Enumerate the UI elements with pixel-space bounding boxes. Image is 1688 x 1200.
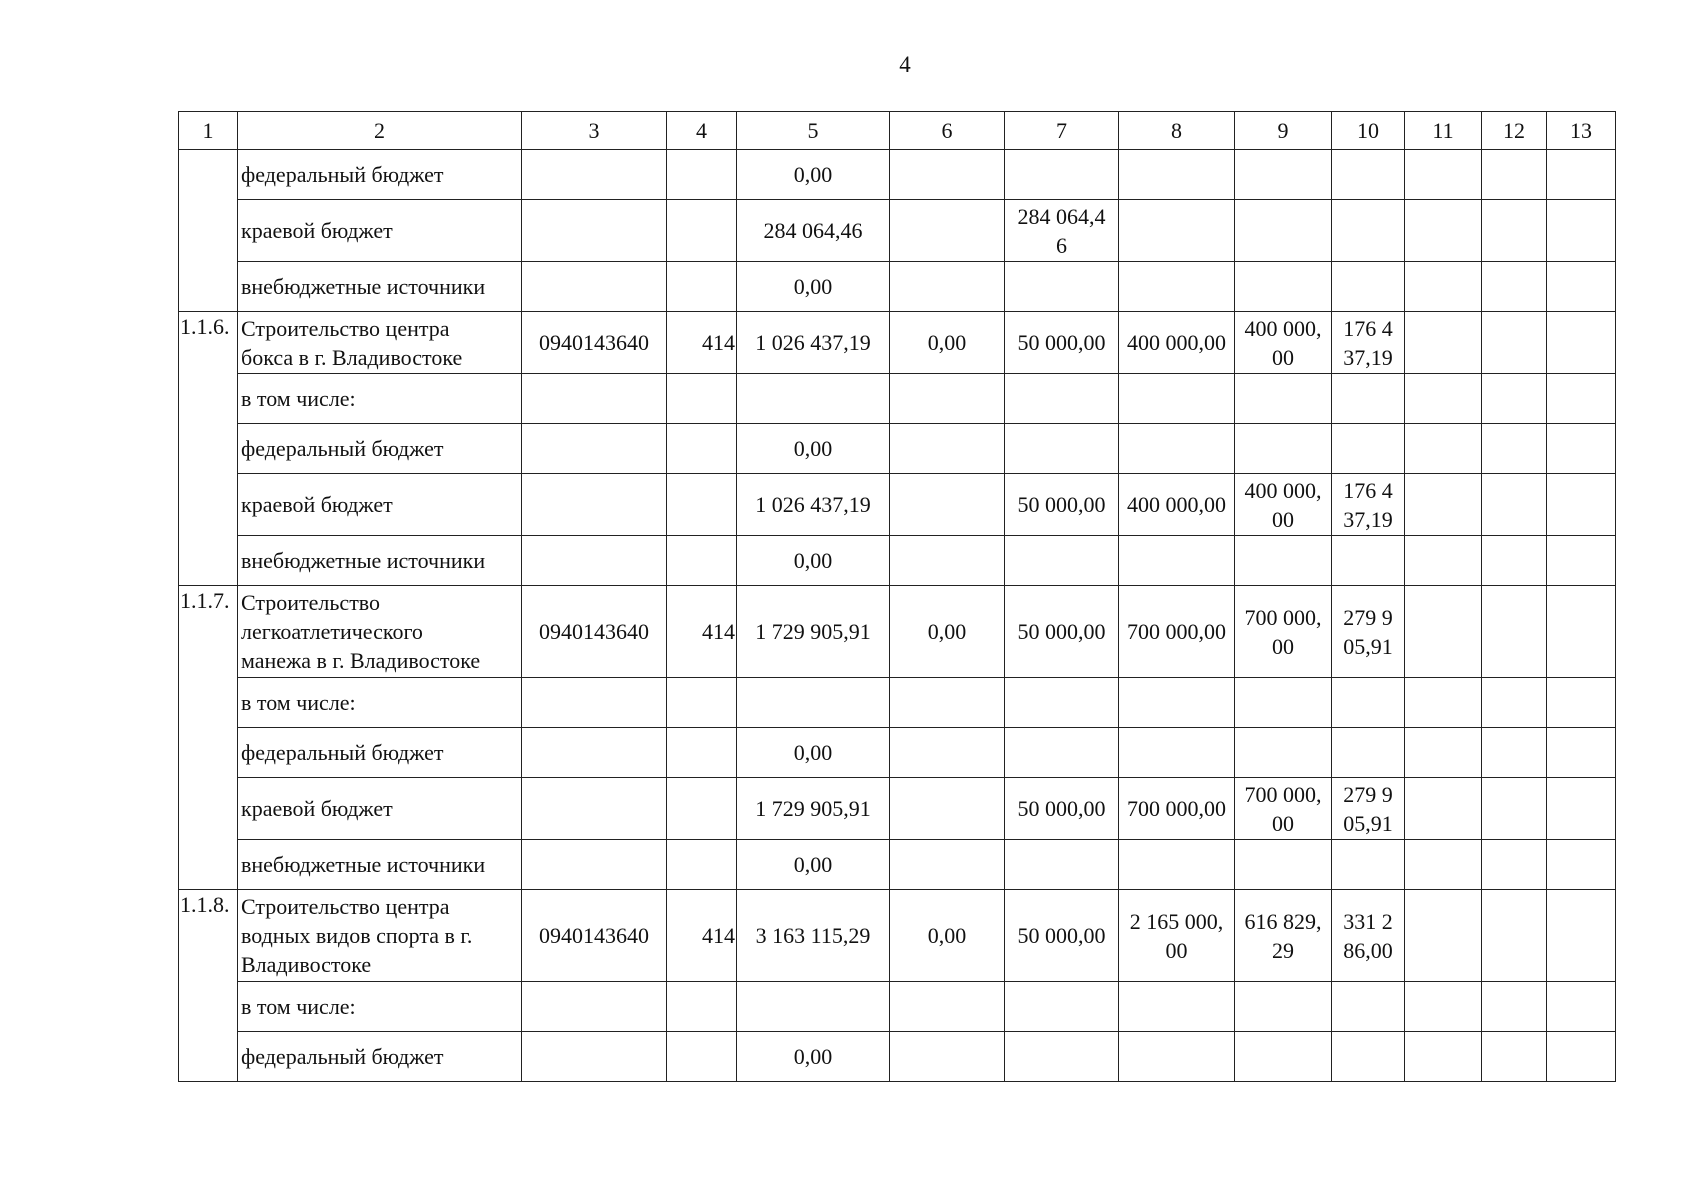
year-cell: 176 4 37,19 [1332, 312, 1405, 374]
table-row [179, 474, 1616, 536]
year-cell: 176 4 37,19 [1332, 474, 1405, 536]
row-name-cell: краевой бюджет [238, 200, 522, 262]
header-cell: 10 [1332, 112, 1405, 150]
year-cell: 331 2 86,00 [1332, 890, 1405, 982]
table-row [179, 1032, 1616, 1082]
year-cell: 50 000,00 [1005, 586, 1119, 678]
year-cell: 700 000, 00 [1235, 586, 1332, 678]
row-name-cell: Строительство центра водных видов спорта в г. Владивостоке [238, 890, 522, 982]
year-cell: 400 000,00 [1119, 312, 1235, 374]
type-cell: 414 [667, 890, 737, 982]
total-cell: 1 729 905,91 [737, 586, 890, 678]
row-name-cell: внебюджетные источники [238, 840, 522, 890]
code-cell: 0940143640 [522, 890, 667, 982]
table-row [179, 586, 1616, 678]
row-name-cell: в том числе: [238, 982, 522, 1032]
table-row [179, 312, 1616, 374]
type-cell: 414 [667, 586, 737, 678]
row-number-cell [179, 150, 238, 312]
row-name-cell: в том числе: [238, 678, 522, 728]
year-cell: 0,00 [890, 586, 1005, 678]
row-number-cell: 1.1.8. [179, 890, 238, 1082]
row-name-cell: краевой бюджет [238, 474, 522, 536]
header-cell: 2 [238, 112, 522, 150]
row-name-cell: федеральный бюджет [238, 150, 522, 200]
table-row [179, 728, 1616, 778]
row-number-cell: 1.1.6. [179, 312, 238, 586]
header-row [179, 112, 1616, 150]
row-name-cell: внебюджетные источники [238, 262, 522, 312]
table-row [179, 536, 1616, 586]
row-name-cell: в том числе: [238, 374, 522, 424]
total-cell: 0,00 [737, 728, 890, 778]
header-cell: 8 [1119, 112, 1235, 150]
year-cell: 50 000,00 [1005, 312, 1119, 374]
table-row [179, 982, 1616, 1032]
total-cell: 1 026 437,19 [737, 312, 890, 374]
year-cell: 400 000,00 [1119, 474, 1235, 536]
year-cell: 700 000, 00 [1235, 778, 1332, 840]
year-cell: 279 9 05,91 [1332, 778, 1405, 840]
year-cell: 50 000,00 [1005, 890, 1119, 982]
table-row [179, 778, 1616, 840]
total-cell: 1 026 437,19 [737, 474, 890, 536]
code-cell: 0940143640 [522, 586, 667, 678]
header-cell: 6 [890, 112, 1005, 150]
code-cell: 0940143640 [522, 312, 667, 374]
table-row [179, 424, 1616, 474]
row-name-cell: краевой бюджет [238, 778, 522, 840]
type-cell: 414 [667, 312, 737, 374]
row-number-cell: 1.1.7. [179, 586, 238, 890]
row-name-cell: федеральный бюджет [238, 728, 522, 778]
year-cell: 700 000,00 [1119, 586, 1235, 678]
table-row [179, 890, 1616, 982]
year-cell: 2 165 000, 00 [1119, 890, 1235, 982]
total-cell: 0,00 [737, 536, 890, 586]
year-cell: 50 000,00 [1005, 474, 1119, 536]
header-cell: 1 [179, 112, 238, 150]
year-cell: 700 000,00 [1119, 778, 1235, 840]
header-cell: 12 [1482, 112, 1547, 150]
header-cell: 13 [1547, 112, 1616, 150]
budget-table [178, 111, 1616, 1082]
header-cell: 4 [667, 112, 737, 150]
year-cell: 0,00 [890, 890, 1005, 982]
row-name-cell: Строительство центра бокса в г. Владивостоке [238, 312, 522, 374]
total-cell: 0,00 [737, 840, 890, 890]
year-cell: 50 000,00 [1005, 778, 1119, 840]
header-cell: 7 [1005, 112, 1119, 150]
row-name-cell: Строительство легкоатлетического манежа в г. Владивостоке [238, 586, 522, 678]
table-row [179, 678, 1616, 728]
table-row [179, 200, 1616, 262]
header-cell: 11 [1405, 112, 1482, 150]
year-cell: 279 9 05,91 [1332, 586, 1405, 678]
total-cell: 0,00 [737, 1032, 890, 1082]
header-cell: 9 [1235, 112, 1332, 150]
row-name-cell: федеральный бюджет [238, 1032, 522, 1082]
table-row [179, 840, 1616, 890]
total-cell: 1 729 905,91 [737, 778, 890, 840]
row-name-cell: внебюджетные источники [238, 536, 522, 586]
total-cell: 284 064,46 [737, 200, 890, 262]
table-row [179, 262, 1616, 312]
header-cell: 5 [737, 112, 890, 150]
total-cell: 0,00 [737, 424, 890, 474]
year-cell: 400 000, 00 [1235, 474, 1332, 536]
total-cell: 0,00 [737, 262, 890, 312]
year-cell: 0,00 [890, 312, 1005, 374]
total-cell: 0,00 [737, 150, 890, 200]
table-row [179, 150, 1616, 200]
table-row [179, 374, 1616, 424]
year-cell: 400 000, 00 [1235, 312, 1332, 374]
page-number: 4 [899, 52, 911, 77]
total-cell: 3 163 115,29 [737, 890, 890, 982]
header-cell: 3 [522, 112, 667, 150]
year-cell: 616 829, 29 [1235, 890, 1332, 982]
year-cell: 284 064,4 6 [1005, 200, 1119, 262]
row-name-cell: федеральный бюджет [238, 424, 522, 474]
